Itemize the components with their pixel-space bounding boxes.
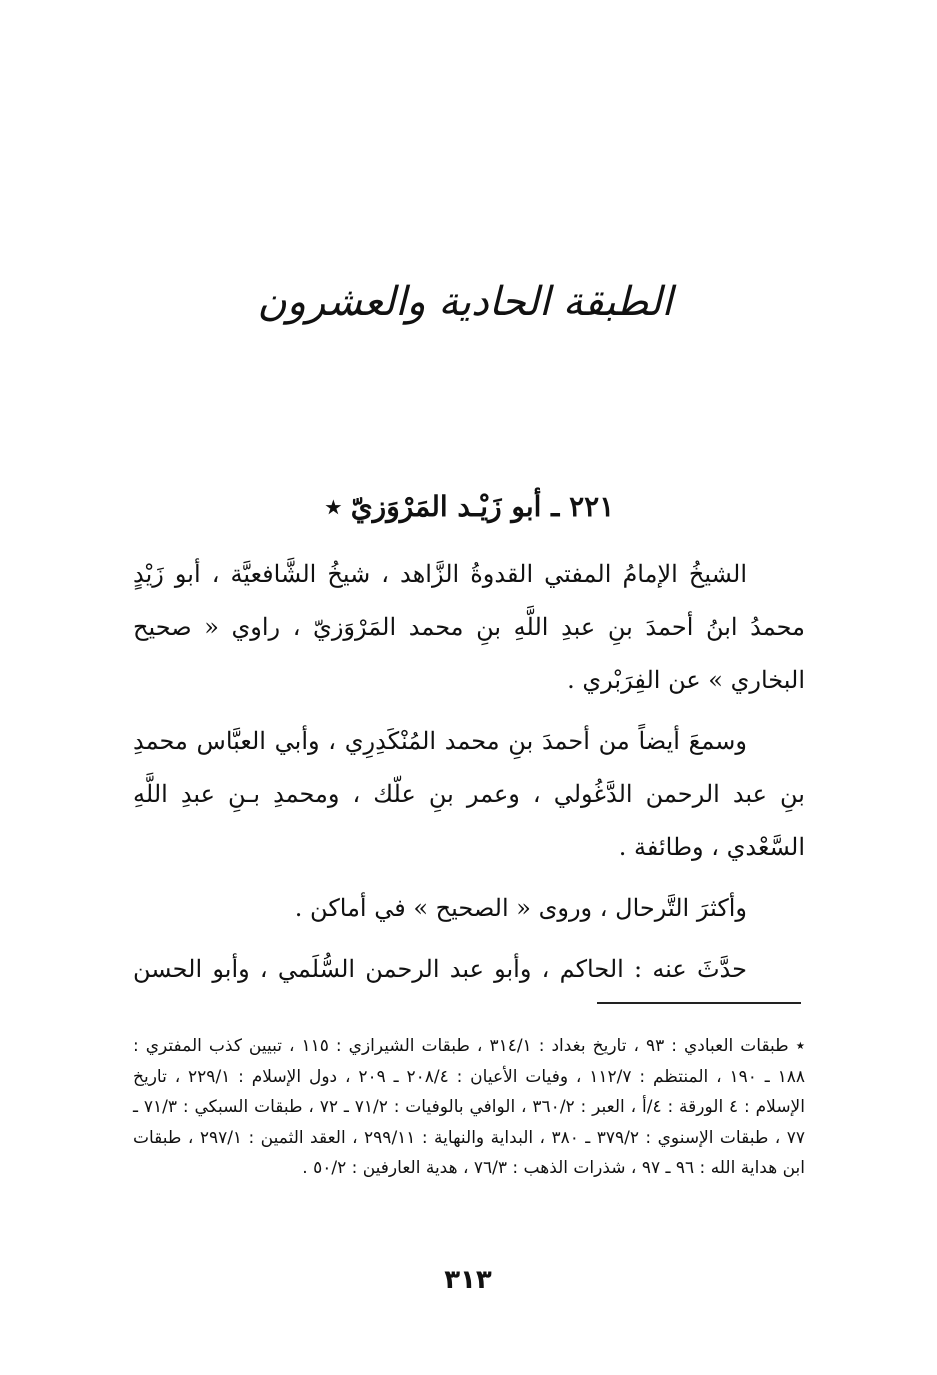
layer-title: الطبقة الحادية والعشرون [257, 279, 673, 325]
paragraph: وأكثرَ التَّرحال ، وروى « الصحيح » في أماكن . [294, 894, 747, 922]
paragraph: حدَّثَ عنه : الحاكم ، وأبو عبد الرحمن السُّلَمي ، وأبو الحسن [133, 955, 747, 983]
entry-heading: ٢٢١ ـ أبو زَيْـد المَرْوَزيّ ٭ [325, 490, 615, 523]
paragraph: الشيخُ الإمامُ المفتي القدوةُ الزَّاهد ، شيخُ الشَّافعيَّة ، أبو زَيْدٍ محمدُ ابنُ أحمدَ بنِ عبدِ اللَّهِ بنِ محمد المَرْوَزيّ ، راوي « صحيح البخاري » عن الفِرَبْري . [133, 560, 805, 694]
footnote-separator [597, 1002, 801, 1004]
page-number: ٣١٣ [444, 1265, 492, 1295]
entry-body [133, 548, 805, 1004]
footnote: ٭ طبقات العبادي : ٩٣ ، تاريخ بغداد : ٣١٤/١ ، طبقات الشيرازي : ١١٥ ، تبيين كذب المفتري : ١٨٨ ـ ١٩٠ ، المنتظم : ١١٢/٧ ، وفيات الأعيان : ٢٠٨/٤ ـ ٢٠٩ ، دول الإسلام : ٢٢٩/١ ، تاريخ الإسلام : ٤ الورقة : ٤/أ ، العبر : ٣٦٠/٢ ، الوافي بالوفيات : ٧١/٢ ـ ٧٢ ، طبقات السبكي : ٧١/٣ ـ ٧٧ ، طبقات الإسنوي : ٣٧٩/٢ ـ ٣٨٠ ، البداية والنهاية : ٢٩٩/١١ ، العقد الثمين : ٢٩٧/١ ، طبقات ابن هداية الله : ٩٦ ـ ٩٧ ، شذرات الذهب : ٧٦/٣ ، هدية العارفين : ٥٠/٢ . [133, 1036, 805, 1178]
paragraph: وسمعَ أيضاً من أحمدَ بنِ محمد المُنْكَدِرِي ، وأبي العبَّاس محمدِ بنِ عبد الرحمن الدَّغُولي ، وعمر بنِ علّك ، ومحمدِ بـنِ عبدِ اللَّهِ السَّعْدي ، وطائفة . [133, 727, 805, 861]
